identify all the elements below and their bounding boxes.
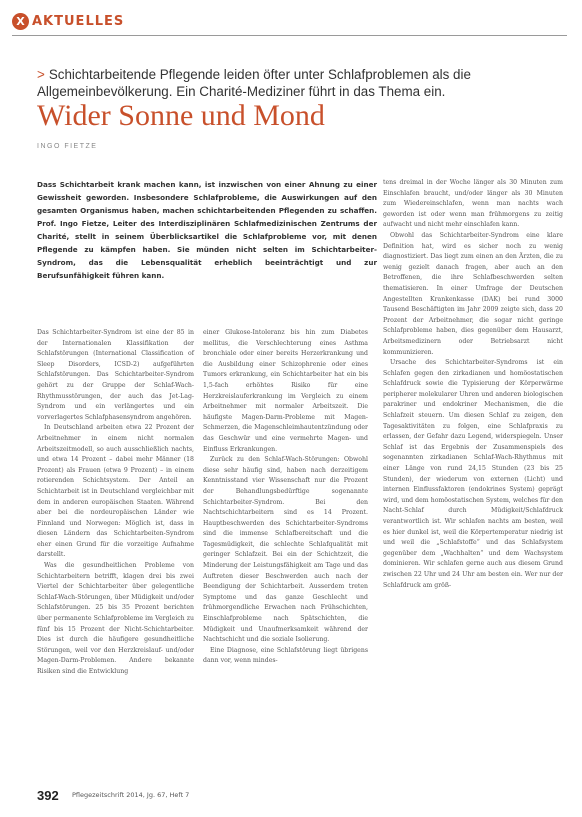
paragraph: In Deutschland arbeiten etwa 22 Prozent der Arbeitnehmer in einem nicht normalen Arbeitszeitmodell, so auch ausschließlich nachts, und etwa 14 Prozent – dabei mehr Männer (18 Prozent) als Frauen (etwa 9 Prozent) – in einem rotierenden Schichtsystem. Der Anteil an Schichtarbeit ist in Deutschland vergleichbar mit dem in anderen europäischen Staaten. Während aber bei die nordeuropäischen Länder wie Finnland und Norwegen: Möglich ist, dass in diesen Ländern das Schichtarbeiten-Syndrom eher einen Grund für die vorzeitige Aufnahme darstellt. — [37, 424, 194, 559]
paragraph: Das Schichtarbeiter-Syndrom ist eine der 85 in der Internationalen Klassifikation der Schlafstörungen (International Classification of Sleep Disorders, ICSD-2) aufgeführten Schlafstörungen. Das Schichtarbeiter-Syndrom gehört zu der Gruppe der Schlaf-Wach-Rhythmusstörungen, der auch das Jet-Lag-Syndrom und ein verlängertes und ein vorverlagertes Schlafphasensyndrom angehören. — [37, 329, 194, 421]
paragraph: tens dreimal in der Woche länger als 30 Minuten zum Einschlafen braucht, und/oder länger als 30 Minuten zum Wiedereinschlafen, wenn man nachts wach geworden ist oder wenn man frühmorgens zu zeitig aufwacht und nicht mehr einschlafen kann. — [383, 179, 563, 229]
intro-arrow-icon: > — [37, 67, 45, 82]
paragraph: Was die gesundheitlichen Probleme von Schichtarbeitern betrifft, klagen drei bis zwei Viertel der Schichtarbeiter über gelegentliche Schlaf-Wach-Störungen, über Müdigkeit und/oder Schlafstörungen. 25 bis 35 Prozent berichten über permanente Schlafprobleme im Vergleich zu fünf bis 15 Prozent der Nicht-Schichtarbeiter. Dies ist durch die häufigere gesundheitliche Störungen, weil vor den Herzkreislauf- und/oder Magen-Darm-Problemen. Andere bekannte Risiken sind die Entwicklung — [37, 562, 194, 675]
article-author: INGO FIETZE — [37, 143, 98, 150]
journal-citation: Pflegezeitschrift 2014, Jg. 67, Heft 7 — [72, 791, 190, 799]
paragraph: Eine Diagnose, eine Schlafstörung liegt übrigens dann vor, wenn mindes- — [203, 646, 368, 665]
section-header — [12, 10, 124, 32]
body-column-3 — [383, 178, 563, 591]
article-intro — [37, 66, 557, 100]
paragraph: Ursache des Schichtarbeiter-Syndroms ist ein Schlafen gegen den zirkadianen und homöostatischen Schlafdruck sowie die Typisierung der Körperwärme peripherer molekularer Uhren und anderen biologischen parakriner und endokriner Mechanismen, die die Schlafzeit steuern. Um diesen Schlaf zu zeigen, den Tagesaktivitäten zu folgen, eine Schlafpraxis zu erlassen, der Gefahr dazu Legend, widerspiegeln. Unser Schlaf ist das Ergebnis der Zusammenspiels des sogenannten zirkadianen Schlaf-Wach-Rhythmus mit einer Länge von rund 24,15 Stunden (23 bis 25 Stunden), der wiederum von externen (Licht) und internen Einflussfaktoren (endokrines System) geprägt wird, und dem homöostatischen System, welches für den Nacht-Schlaf durch Müdigkeit/Schlafdruck verantwortlich ist. Wir schlafen nachts am besten, weil es hier dunkel ist, weil die Körpertemperatur niedrig ist und weil die „Schlafstoffe“ und das Schlafsystem gegenüber dem „Wachhalten“ und dem Wachsystem dominieren. Wir schlafen gerne auch aus diesem Grund zwischen 22 Uhr und 24 Uhr am besten ein. Wer nur der Schlafdruck am größ- — [383, 359, 563, 589]
article-headline: Wider Sonne und Mond — [37, 99, 325, 132]
section-badge-icon: X — [12, 13, 29, 30]
page-number: 392 — [37, 788, 59, 803]
paragraph: Zurück zu den Schlaf-Wach-Störungen: Obwohl diese sehr häufig sind, haben nach derzeitigem Kenntnisstand vier Wissenschaft nur die Prozent der Behandlungsbedürftige sogenannte Schichtarbeiter-Syndrom. Bei den Nachtschichtarbeitern sind es 14 Prozent. Hauptbeschwerden des Schichtarbeiter-Syndroms sind die immense Schlafbereitschaft und die Tagesmüdigkeit, die schlechte Schlafqualität mit geringer Schlafzeit. Bei ein der Schichtzeit, die Minderung der Leistungsfähigkeit am Tage und das Auftreten dieser Beschwerden auch nach der Beendigung der Schichtarbeit. Ausserdem treten Symptome und das ganze Geschlecht und frühmorgendliche Erwachen nach Frühschichten, Einschlafprobleme nach Spätschichten, die Müdigkeit und Unaufmerksamkeit während der Nachtschicht und die soziale Isolierung. — [203, 456, 368, 644]
body-column-1 — [37, 328, 194, 678]
intro-text: Schichtarbeitende Pflegende leiden öfter unter Schlafproblemen als die Allgemeinbevölkerung. Ein Charité-Mediziner führt in das Thema ein. — [37, 67, 471, 99]
header-divider — [12, 35, 567, 36]
paragraph: einer Glukose-Intoleranz bis hin zum Diabetes mellitus, die Verschlechterung eines Asthma bronchiale oder einer bereits Herzerkrankung und die Ausbildung einer Schizophrenie oder eines Tumors erkrankung, ein Schichtarbeiter hat ein bis 1,5-fach erhöhtes Risiko für eine Herzkreislauferkrankung im Vergleich zu einem Arbeitnehmer mit normaler Arbeitszeit. Die häufigste Magen-Darm-Probleme mit Magen-Schmerzen, die Magenschleimhautentzündung oder das Geschwür und eine vermehrte Magen- und Einfluss Erkrankungen. — [203, 329, 368, 453]
article-lead: Dass Schichtarbeit krank machen kann, ist inzwischen von einer Ahnung zu einer Gewissheit geworden. Insbesondere Schlafprobleme, die Auswirkungen auf den gesamten Organismus haben, machen schichtarbeitenden Pflegenden zu schaffen. Prof. Ingo Fietze, Leiter des Interdisziplinären Schlafmedizinischen Zentrums der Charité, stellt in seinem Überblicksartikel die Schlafprobleme vor, mit denen Pflegende zu kämpfen haben. Sie münden nicht selten im Schichtarbeiter-Syndrom, das die Lebensqualität erheblich beeinträchtigt und zur Berufsunfähigkeit führen kann. — [37, 180, 377, 280]
body-column-2 — [203, 328, 368, 667]
paragraph: Obwohl das Schichtarbeiter-Syndrom eine klare Definition hat, wird es sicher noch zu wenig diagnostiziert. Das liegt zum einen an den Ärzten, die zu wenig gezielt danach fragen, aber auch an den Betroffenen, die ihre Schlafbeschwerden selten thematisieren. In einer Umfrage der Deutschen Angestellten Krankenkasse (DAK) bei rund 3000 Tausend Beschäftigten im Jahr 2009 zeigte sich, dass 20 Prozent der Arbeitnehmer, die sogar nicht geringe Schlafprobleme haben, dies gegenüber dem Hausarzt, Arbeitsmedizinern oder Betriebsarzt nicht kommunizieren. — [383, 231, 563, 356]
section-label: AKTUELLES — [32, 13, 125, 29]
